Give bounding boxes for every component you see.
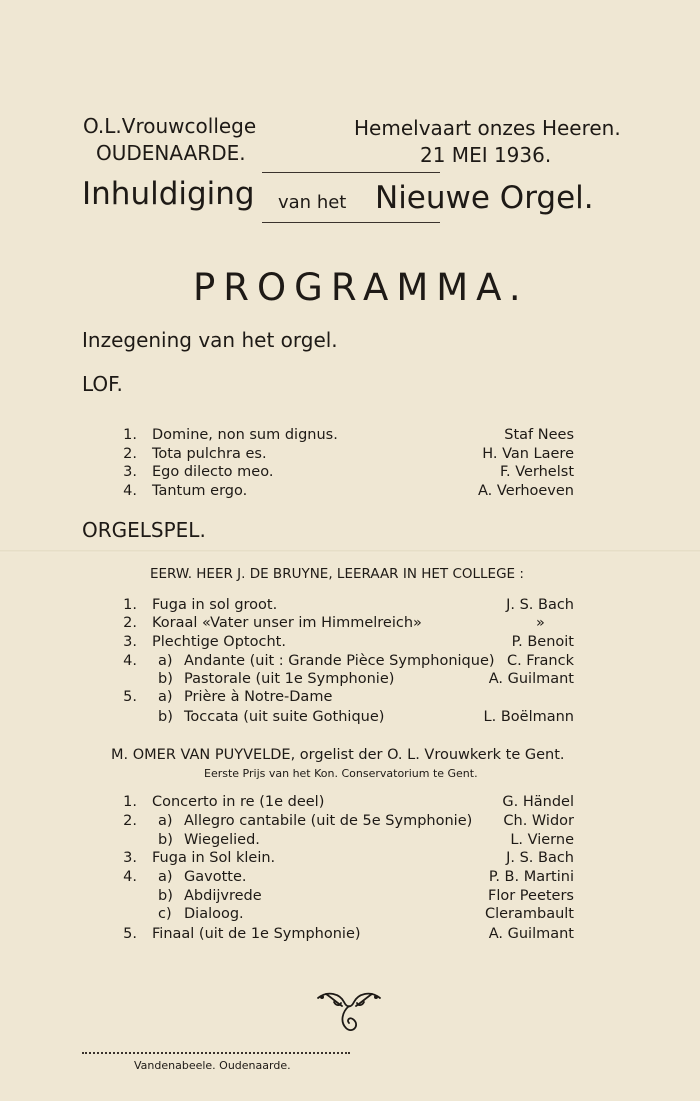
- bottom-rule: [262, 222, 440, 223]
- item-number: 2.: [123, 615, 137, 631]
- item-title: Wiegelied.: [184, 832, 260, 848]
- item-number: 4.: [123, 653, 137, 669]
- item-composer: A. Verhoeven: [478, 483, 574, 499]
- item-composer: Ch. Widor: [503, 813, 574, 829]
- inzegening-heading: Inzegening van het orgel.: [82, 328, 338, 352]
- top-rule: [262, 172, 440, 173]
- printer-credit: Vandenabeele. Oudenaarde.: [134, 1059, 291, 1072]
- item-title: Dialoog.: [184, 906, 244, 922]
- title-van-het: van het: [278, 192, 347, 213]
- item-composer: »: [536, 615, 545, 631]
- paper-fold: [0, 550, 700, 553]
- item-number: 2.: [123, 813, 137, 829]
- item-title: Tota pulchra es.: [152, 446, 267, 462]
- item-title: Fuga in sol groot.: [152, 597, 278, 613]
- item-sub: a): [158, 653, 173, 669]
- item-composer: A. Guilmant: [488, 671, 574, 687]
- item-number: 1.: [123, 794, 137, 810]
- item-sub: b): [158, 709, 173, 725]
- item-composer: L. Vierne: [510, 832, 574, 848]
- event-date: 21 MEI 1936.: [420, 143, 552, 167]
- item-number: 3.: [123, 850, 137, 866]
- item-title: Tantum ergo.: [152, 483, 248, 499]
- lof-heading: LOF.: [82, 372, 123, 396]
- item-sub: a): [158, 689, 173, 705]
- item-title: Andante (uit : Grande Pièce Symphonique): [184, 653, 495, 669]
- title-inhuldiging: Inhuldiging: [82, 176, 255, 212]
- item-composer: Staf Nees: [504, 427, 574, 443]
- item-title: Pastorale (uit 1e Symphonie): [184, 671, 395, 687]
- item-title: Ego dilecto meo.: [152, 464, 274, 480]
- item-composer: H. Van Laere: [482, 446, 574, 462]
- occasion: Hemelvaart onzes Heeren.: [354, 116, 621, 140]
- item-title: Abdijvrede: [184, 888, 262, 904]
- item-number: 5.: [123, 926, 137, 942]
- item-number: 4.: [123, 483, 137, 499]
- item-composer: Clerambault: [484, 906, 574, 922]
- item-sub: c): [158, 906, 172, 922]
- item-composer: A. Guilmant: [488, 926, 574, 942]
- item-composer: J. S. Bach: [506, 850, 574, 866]
- college-name: O.L.Vrouwcollege: [83, 114, 257, 138]
- item-number: 3.: [123, 464, 137, 480]
- item-title: Domine, non sum dignus.: [152, 427, 338, 443]
- item-sub: b): [158, 671, 173, 687]
- item-title: Gavotte.: [184, 869, 247, 885]
- orgelspel-heading: ORGELSPEL.: [82, 518, 206, 542]
- dotted-rule: [82, 1052, 350, 1054]
- item-composer: L. Boëlmann: [483, 709, 574, 725]
- item-title: Prière à Notre-Dame: [184, 689, 333, 705]
- college-city: OUDENAARDE.: [96, 141, 246, 165]
- item-title: Toccata (uit suite Gothique): [184, 709, 385, 725]
- item-title: Concerto in re (1e deel): [152, 794, 325, 810]
- item-sub: a): [158, 813, 173, 829]
- item-composer: F. Verhelst: [499, 464, 574, 480]
- item-composer: P. B. Martini: [488, 869, 574, 885]
- item-number: 5.: [123, 689, 137, 705]
- item-title: Plechtige Optocht.: [152, 634, 286, 650]
- item-title: Koraal «Vater unser im Himmelreich»: [152, 615, 422, 631]
- item-sub: b): [158, 888, 173, 904]
- performer-2-note: Eerste Prijs van het Kon. Conservatorium te Gent.: [204, 767, 478, 780]
- item-composer: J. S. Bach: [506, 597, 574, 613]
- item-number: 4.: [123, 869, 137, 885]
- item-composer: P. Benoit: [511, 634, 574, 650]
- item-title: Fuga in Sol klein.: [152, 850, 276, 866]
- performer-2: M. OMER VAN PUYVELDE, orgelist der O. L. Vrouwkerk te Gent.: [111, 747, 565, 763]
- item-sub: b): [158, 832, 173, 848]
- performer-1: EERW. HEER J. DE BRUYNE, LEERAAR IN HET COLLEGE :: [150, 566, 524, 582]
- item-composer: C. Franck: [506, 653, 574, 669]
- item-number: 3.: [123, 634, 137, 650]
- title-nieuwe-orgel: Nieuwe Orgel.: [375, 180, 594, 216]
- item-number: 2.: [123, 446, 137, 462]
- item-number: 1.: [123, 597, 137, 613]
- item-number: 1.: [123, 427, 137, 443]
- item-sub: a): [158, 869, 173, 885]
- item-composer: G. Händel: [502, 794, 574, 810]
- programma-heading: PROGRAMMA.: [193, 266, 529, 309]
- floral-ornament-icon: [314, 988, 384, 1038]
- item-composer: Flor Peeters: [487, 888, 574, 904]
- item-title: Finaal (uit de 1e Symphonie): [152, 926, 361, 942]
- item-title: Allegro cantabile (uit de 5e Symphonie): [184, 813, 473, 829]
